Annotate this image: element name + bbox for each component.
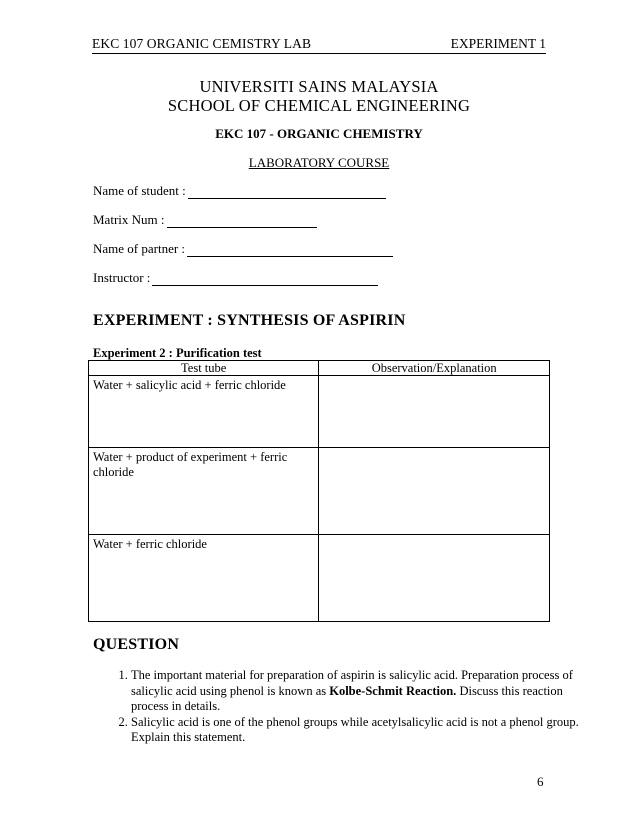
instructor-label: Instructor :	[93, 270, 151, 285]
observation-cell[interactable]	[319, 535, 550, 622]
purification-test-table	[88, 360, 550, 622]
question-item	[131, 668, 591, 715]
question-1-text: The important material for preparation of aspirin is salicylic acid. Preparation process of salicylic acid using phenol is known as	[131, 668, 573, 698]
question-heading: QUESTION	[93, 636, 180, 653]
student-name-blank[interactable]	[188, 184, 386, 199]
question-1-text-end: Discuss this reaction process in details.	[131, 683, 563, 713]
observation-cell[interactable]	[319, 376, 550, 448]
header-divider	[92, 53, 546, 54]
question-1-bold: Kolbe-Schmit Reaction.	[329, 683, 457, 698]
student-name-field[interactable]	[93, 183, 386, 199]
school-name: SCHOOL OF CHEMICAL ENGINEERING	[167, 96, 471, 115]
partner-name-label: Name of partner :	[93, 241, 186, 256]
test-tube-cell: Water + ferric chloride	[89, 535, 319, 622]
subsection-title: Experiment 2 : Purification test	[93, 346, 262, 360]
header-observation: Observation/Explanation	[319, 361, 550, 376]
table-row	[89, 535, 550, 622]
question-item	[131, 715, 591, 746]
matrix-num-blank[interactable]	[167, 213, 317, 228]
table-header-row	[89, 361, 550, 376]
instructor-field[interactable]	[93, 270, 378, 286]
question-list	[93, 668, 591, 746]
lab-course-text: LABORATORY COURSE	[248, 155, 390, 170]
page-number: 6	[537, 774, 544, 789]
experiment-title: EXPERIMENT : SYNTHESIS OF ASPIRIN	[93, 312, 406, 329]
header-test-tube: Test tube	[89, 361, 319, 376]
test-tube-cell: Water + salicylic acid + ferric chloride	[89, 376, 319, 448]
course-title: EKC 107 - ORGANIC CHEMISTRY	[215, 126, 423, 141]
partner-name-blank[interactable]	[187, 242, 393, 257]
table-row	[89, 448, 550, 535]
table-row	[89, 376, 550, 448]
matrix-num-field[interactable]	[93, 212, 317, 228]
student-name-label: Name of student :	[93, 183, 186, 198]
partner-name-field[interactable]	[93, 241, 393, 257]
observation-cell[interactable]	[319, 448, 550, 535]
running-header-experiment: EXPERIMENT 1	[450, 36, 546, 51]
instructor-blank[interactable]	[152, 271, 378, 286]
lab-course-label	[0, 155, 638, 171]
test-tube-cell: Water + product of experiment + ferric chloride	[89, 448, 319, 535]
university-name: UNIVERSITI SAINS MALAYSIA	[199, 77, 439, 96]
matrix-num-label: Matrix Num :	[93, 212, 165, 227]
running-header-title: EKC 107 ORGANIC CEMISTRY LAB	[92, 36, 312, 51]
question-2-text: Salicylic acid is one of the phenol groups while acetylsalicylic acid is not a phenol group. Explain this statement.	[131, 714, 579, 744]
